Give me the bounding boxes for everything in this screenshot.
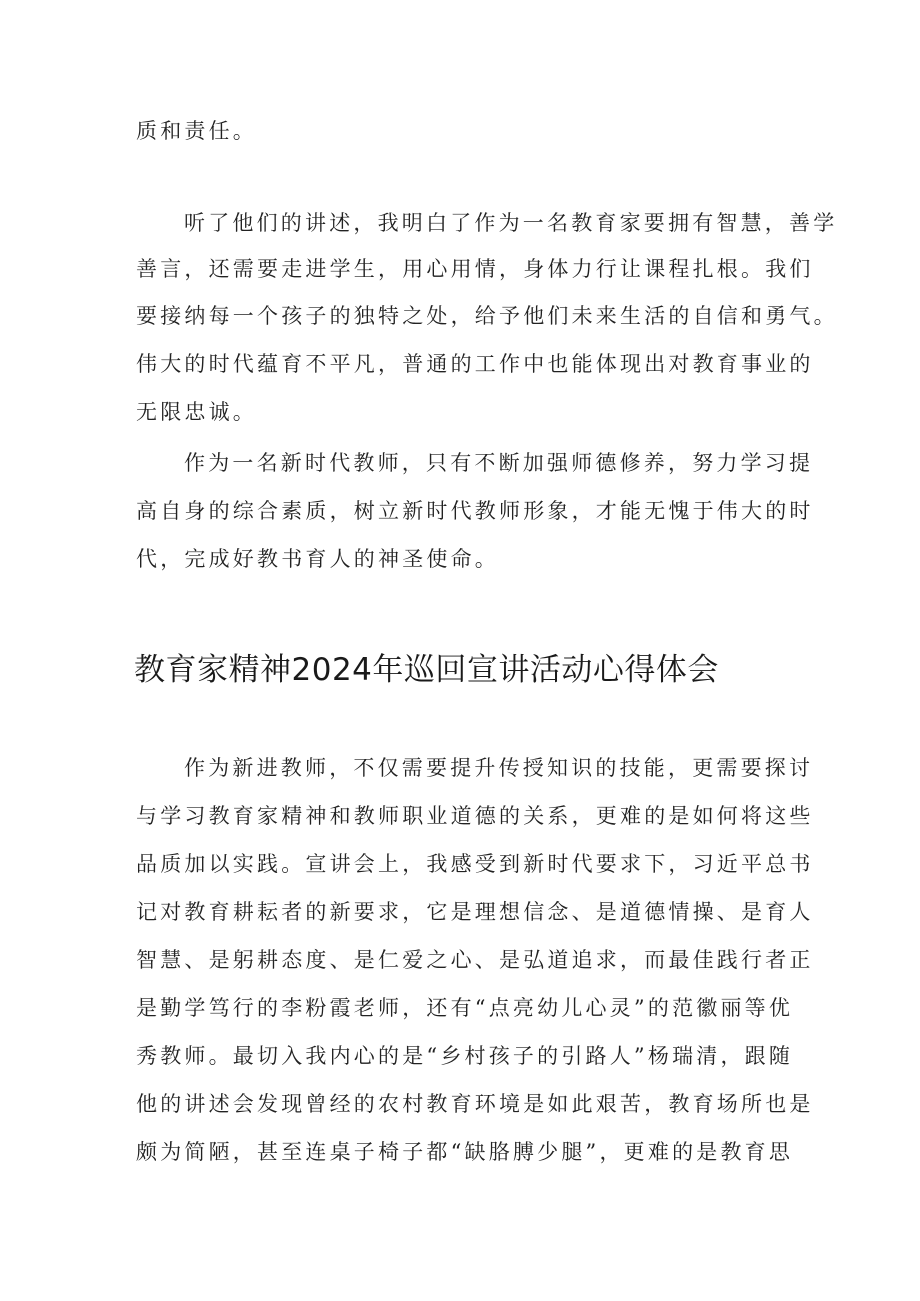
text-line: 是勤学笃行的李粉霞老师，还有“点亮幼儿心灵”的范徽丽等优 bbox=[136, 996, 794, 1020]
text-line: 伟大的时代蕴育不平凡，普通的工作中也能体现出对教育事业的 bbox=[136, 352, 814, 376]
text-line: 智慧、是躬耕态度、是仁爱之心、是弘道追求，而最佳践行者正 bbox=[136, 948, 814, 972]
text-line: 无限忠诚。 bbox=[136, 400, 257, 424]
text-line: 要接纳每一个孩子的独特之处，给予他们未来生活的自信和勇气。 bbox=[136, 304, 838, 328]
text-line: 质和责任。 bbox=[136, 119, 257, 143]
section-heading: 教育家精神2024年巡回宣讲活动心得体会 bbox=[134, 652, 719, 688]
text-line: 秀教师。最切入我内心的是“乡村孩子的引路人”杨瑞清，跟随 bbox=[136, 1044, 794, 1068]
text-line: 颇为简陋，甚至连桌子椅子都“缺胳膊少腿”，更难的是教育思 bbox=[136, 1140, 794, 1164]
text-line: 代，完成好教书育人的神圣使命。 bbox=[136, 547, 499, 571]
text-line: 作为一名新时代教师，只有不断加强师德修养，努力学习提 bbox=[184, 451, 814, 475]
text-line: 善言，还需要走进学生，用心用情，身体力行让课程扎根。我们 bbox=[136, 257, 814, 281]
text-line: 他的讲述会发现曾经的农村教育环境是如此艰苦，教育场所也是 bbox=[136, 1092, 814, 1116]
text-line: 品质加以实践。宣讲会上，我感受到新时代要求下，习近平总书 bbox=[136, 852, 814, 876]
text-line: 作为新进教师，不仅需要提升传授知识的技能，更需要探讨 bbox=[184, 756, 814, 780]
text-line: 听了他们的讲述，我明白了作为一名教育家要拥有智慧，善学 bbox=[184, 211, 838, 235]
text-line: 高自身的综合素质，树立新时代教师形象，才能无愧于伟大的时 bbox=[136, 499, 814, 523]
text-line: 记对教育耕耘者的新要求，它是理想信念、是道德情操、是育人 bbox=[136, 900, 814, 924]
text-line: 与学习教育家精神和教师职业道德的关系，更难的是如何将这些 bbox=[136, 804, 814, 828]
